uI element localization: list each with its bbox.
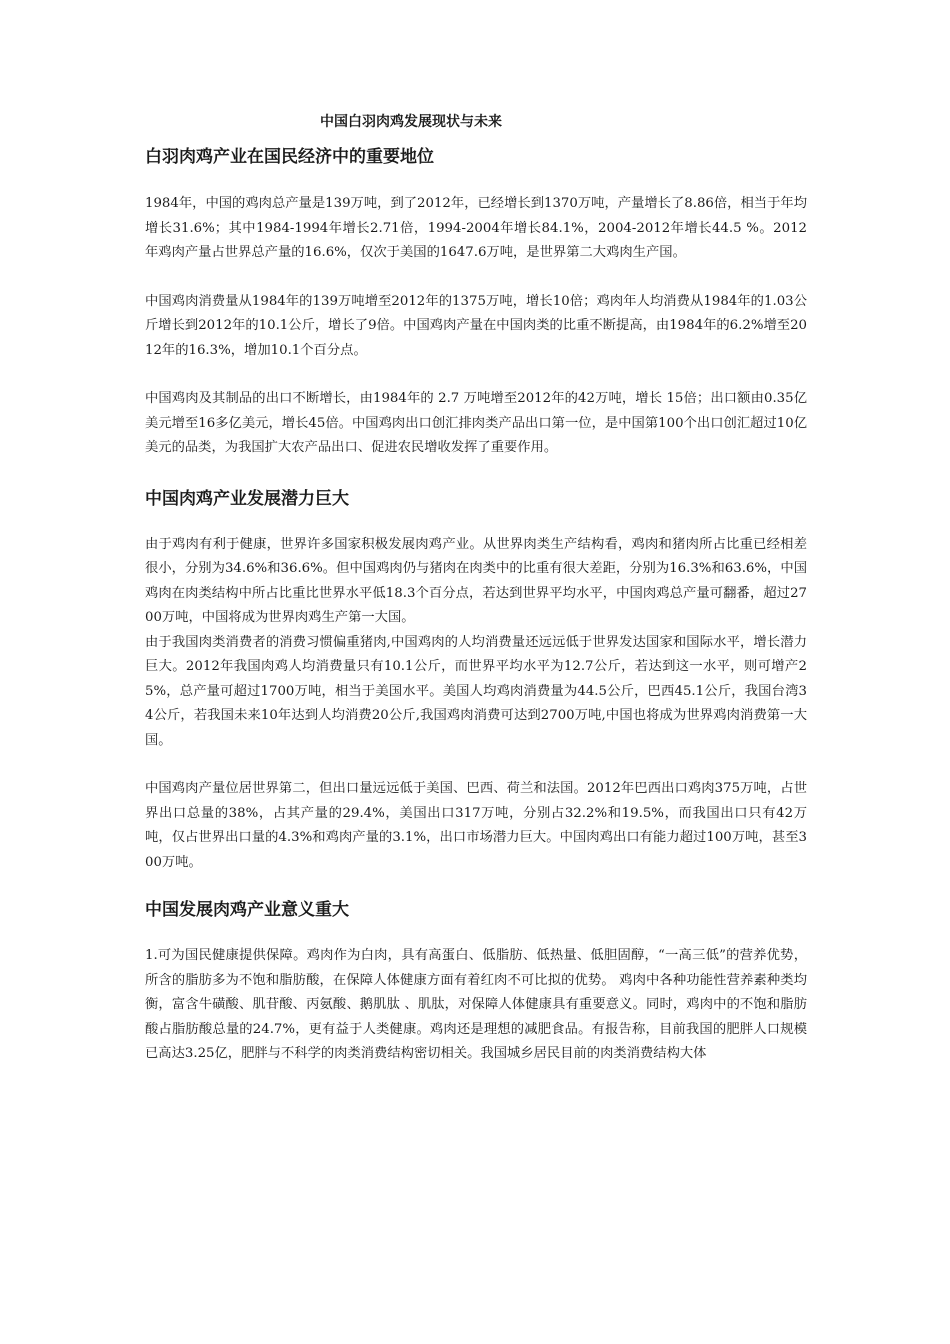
paragraph-per-capita-consumption: 由于我国肉类消费者的消费习惯偏重猪肉,中国鸡肉的人均消费量还远远低于世界发达国家和国际水平，增长潜力巨大。2012年我国肉鸡人均消费量只有10.1公斤，而世界平均水平为12.7公斤，若达到这一水平，则可增产25%，总产量可超过1700万吨，相当于美国水平。美国人均鸡肉消费量为44.5公斤，巴西45.1公斤，我国台湾34公斤，若我国未来10年达到人均消费20公斤,我国鸡肉消费可达到2700万吨,中国也将成为世界鸡肉消费第一大国。 — [145, 634, 807, 748]
document-title: 中国白羽肉鸡发展现状与未来 — [320, 114, 502, 130]
paragraph-health-benefits: 1.可为国民健康提供保障。鸡肉作为白肉，具有高蛋白、低脂肪、低热量、低胆固醇，“一高三低”的营养优势，所含的脂肪多为不饱和脂肪酸，在保障人体健康方面有着红肉不可比拟的优势。 鸡肉中各种功能性营养素种类均衡，富含牛磺酸、肌苷酸、丙氨酸、鹅肌肽 、肌肽，对保障人体健康具有重要意义。同时，鸡肉中的不饱和脂肪酸占脂肪酸总量的24.7%，更有益于人类健康。鸡肉还是理想的减肥食品。有报告称，目前我国的肥胖人口规模已高达3.25亿，肥胖与不科学的肉类消费结构密切相关。我国城乡居民目前的肉类消费结构大体 — [145, 948, 807, 1061]
paragraph-world-structure: 由于鸡肉有利于健康，世界许多国家积极发展肉鸡产业。从世界肉类生产结构看，鸡肉和猪肉所占比重已经相差很小，分别为34.6%和36.6%。但中国鸡肉仍与猪肉在肉类中的比重有很大差距，分别为16.3%和63.6%，中国鸡肉在肉类结构中所占比重比世界水平低18.3个百分点，若达到世界平均水平，中国肉鸡总产量可翻番，超过2700万吨，中国将成为世界肉鸡生产第一大国。 — [145, 536, 807, 625]
document-page — [145, 104, 807, 1067]
paragraph-export-potential: 中国鸡肉产量位居世界第二，但出口量远远低于美国、巴西、荷兰和法国。2012年巴西出口鸡肉375万吨，占世界出口总量的38%，占其产量的29.4%，美国出口317万吨，分别占32.2%和19.5%，而我国出口只有42万吨，仅占世界出口量的4.3%和鸡肉产量的3.1%，出口市场潜力巨大。中国肉鸡出口有能力超过100万吨，甚至300万吨。 — [145, 781, 807, 870]
paragraph-consumption-growth: 中国鸡肉消费量从1984年的139万吨增至2012年的1375万吨，增长10倍；鸡肉年人均消费从1984年的1.03公斤增长到2012年的10.1公斤，增长了9倍。中国鸡肉产量在中国肉类的比重不断提高，由1984年的6.2%增至2012年的16.3%，增加10.1个百分点。 — [145, 293, 807, 358]
section-heading-potential: 中国肉鸡产业发展潜力巨大 — [145, 488, 349, 509]
paragraph-export-growth: 中国鸡肉及其制品的出口不断增长，由1984年的 2.7 万吨增至2012年的42万吨，增长 15倍；出口额由0.35亿美元增至16多亿美元，增长45倍。中国鸡肉出口创汇排肉类产品出口第一位，是中国第100个出口创汇超过10亿美元的品类，为我国扩大农产品出口、促进农民增收发挥了重要作用。 — [145, 391, 807, 455]
paragraph-production-growth: 1984年，中国的鸡肉总产量是139万吨，到了2012年，已经增长到1370万吨，产量增长了8.86倍，相当于年均增长31.6%；其中1984-1994年增长2.71倍，1994-2004年增长84.1%，2004-2012年增长44.5 %。2012年鸡肉产量占世界总产量的16.6%，仅次于美国的1647.6万吨，是世界第二大鸡肉生产国。 — [145, 196, 807, 260]
section-heading-significance: 中国发展肉鸡产业意义重大 — [145, 900, 349, 920]
section-heading-importance: 白羽肉鸡产业在国民经济中的重要地位 — [145, 147, 434, 167]
